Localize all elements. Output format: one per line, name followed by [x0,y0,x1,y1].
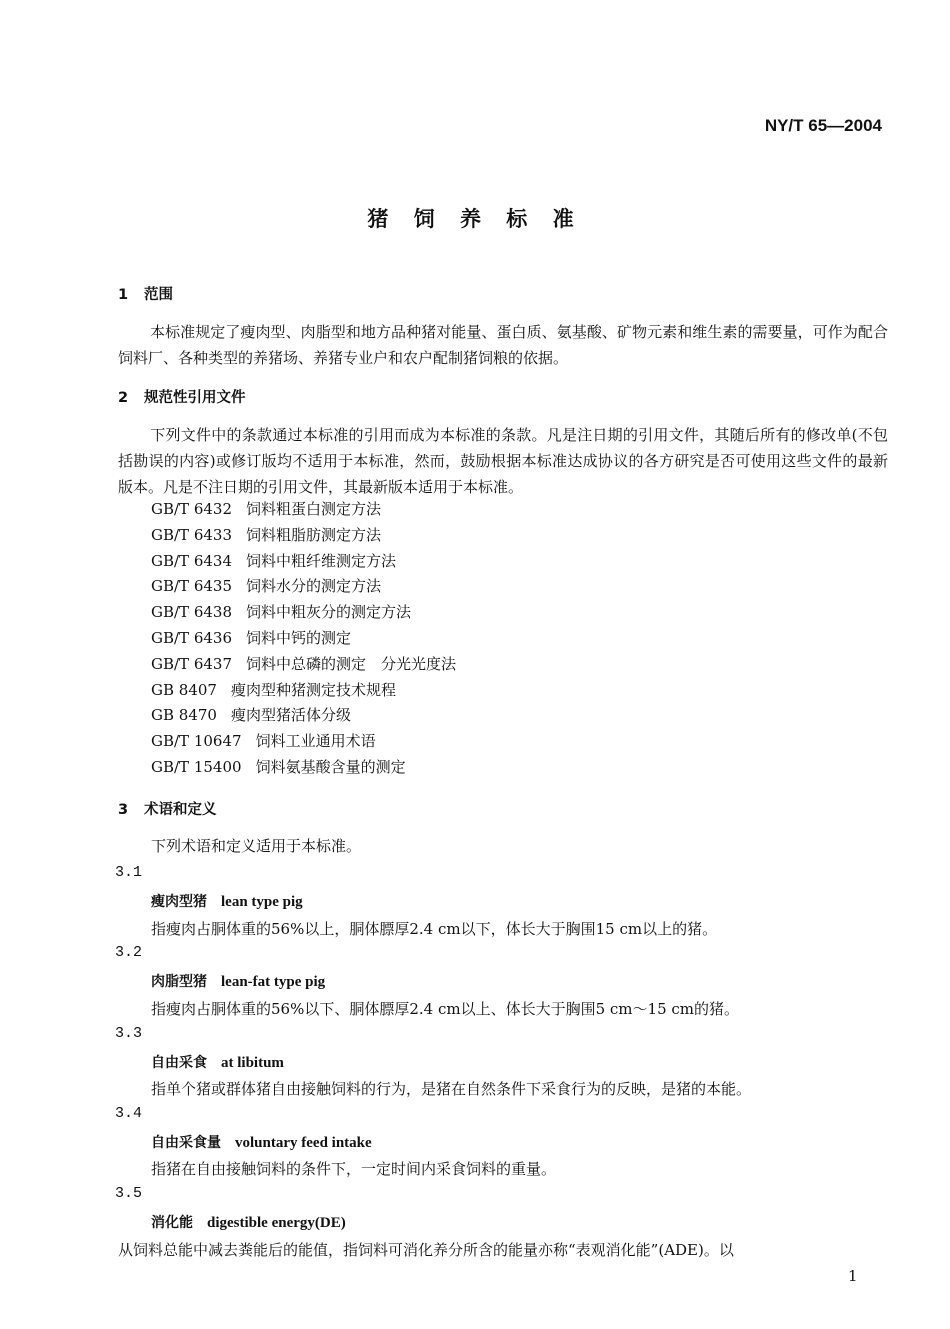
standard-number: NY/T 65—2004 [764,116,882,135]
reference-code: GB/T 6435 [151,577,233,596]
reference-item [151,755,456,781]
term-heading [151,1212,346,1232]
reference-title: 饲料氨基酸含量的测定 [255,757,406,776]
term-heading [151,1052,284,1072]
clause-number: 3.5 [115,1185,143,1202]
term-heading [151,1132,372,1152]
reference-item [151,652,456,678]
section-title: 规范性引用文件 [144,390,246,406]
reference-code: GB 8470 [151,706,217,725]
term-english: lean-fat type pig [221,974,326,990]
term-definition: 指瘦肉占胴体重的56%以上，胴体膘厚2.4 cm以下，体长大于胸围15 cm以上的猪。 [151,920,718,938]
section-title: 术语和定义 [144,802,217,818]
section-1-heading [118,283,173,304]
section-number: 3 [118,802,129,818]
term-chinese: 自由采食量 [151,1135,221,1151]
clause-number: 3.1 [115,864,143,881]
reference-code: GB/T 10647 [151,732,242,751]
reference-item [151,678,456,704]
reference-list [151,497,456,781]
reference-title: 瘦肉型种猪测定技术规程 [230,680,396,699]
term-definition: 指单个猪或群体猪自由接触饲料的行为，是猪在自然条件下采食行为的反映，是猪的本能。 [151,1080,752,1098]
section-1-body [118,319,888,371]
reference-title: 饲料粗脂肪测定方法 [246,525,382,544]
section-2-body [118,422,888,500]
section-2-heading [118,386,246,407]
reference-item [151,600,456,626]
reference-title: 饲料粗蛋白测定方法 [246,500,382,518]
clause-number: 3.3 [115,1025,143,1042]
reference-code: GB/T 6437 [151,654,233,673]
term-english: digestible energy(DE) [207,1215,346,1231]
reference-code: GB/T 6436 [151,628,233,647]
reference-item [151,549,456,575]
term-english: lean type pig [221,894,303,910]
document-title: 猪 饲 养 标 准 [367,207,583,231]
term-english: at libitum [221,1055,284,1071]
term-heading [151,971,325,991]
reference-title: 饲料水分的测定方法 [246,577,382,596]
reference-item [151,729,456,755]
section-number: 2 [118,390,129,406]
section-number: 1 [118,287,129,303]
reference-title: 饲料中粗灰分的测定方法 [246,603,412,622]
clause-number: 3.2 [115,944,143,961]
reference-title: 饲料中粗纤维测定方法 [246,551,397,570]
clause-number: 3.4 [115,1105,143,1122]
reference-code: GB/T 6434 [151,551,233,570]
section-title: 范围 [144,287,173,303]
reference-title: 饲料工业通用术语 [255,732,376,751]
paragraph-text: 下列文件中的条款通过本标准的引用而成为本标准的条款。凡是注日期的引用文件，其随后所有的修改单(不包括勘误的内容)或修订版均不适用于本标准，然而，鼓励根据本标准达成协议的各方研究是否可使用这些文件的最新版本。凡是不注日期的引用文件，其最新版本适用于本标准。 [118,426,888,496]
reference-title: 饲料中总磷的测定 分光光度法 [246,654,457,673]
term-english: voluntary feed intake [235,1135,372,1151]
term-definition: 指猪在自由接触饲料的条件下，一定时间内采食饲料的重量。 [151,1160,557,1178]
reference-code: GB/T 6432 [151,500,233,518]
reference-item [151,703,456,729]
section-3-intro: 下列术语和定义适用于本标准。 [151,837,362,855]
term-definition: 指瘦肉占胴体重的56%以下、胴体膘厚2.4 cm以上、体长大于胸围5 cm～15 cm的猪。 [151,1000,740,1018]
term-chinese: 自由采食 [151,1055,207,1071]
term-chinese: 肉脂型猪 [151,974,207,990]
reference-item [151,497,456,523]
section-3-heading [118,798,217,819]
reference-code: GB/T 6438 [151,603,233,622]
reference-item [151,626,456,652]
term-chinese: 消化能 [151,1215,193,1231]
reference-title: 瘦肉型猪活体分级 [230,706,351,725]
reference-item [151,574,456,600]
page-number: 1 [848,1267,858,1285]
term-chinese: 瘦肉型猪 [151,894,207,910]
term-heading [151,891,303,911]
reference-code: GB/T 15400 [151,757,242,776]
reference-code: GB 8407 [151,680,217,699]
reference-code: GB/T 6433 [151,525,233,544]
reference-item [151,523,456,549]
paragraph-text: 本标准规定了瘦肉型、肉脂型和地方品种猪对能量、蛋白质、氨基酸、矿物元素和维生素的需要量，可作为配合饲料厂、各种类型的养猪场、养猪专业户和农户配制猪饲粮的依据。 [118,323,888,367]
term-definition: 从饲料总能中减去粪能后的能值，指饲料可消化养分所含的能量亦称“表观消化能”(ADE)。以 [118,1241,734,1259]
reference-title: 饲料中钙的测定 [246,628,352,647]
